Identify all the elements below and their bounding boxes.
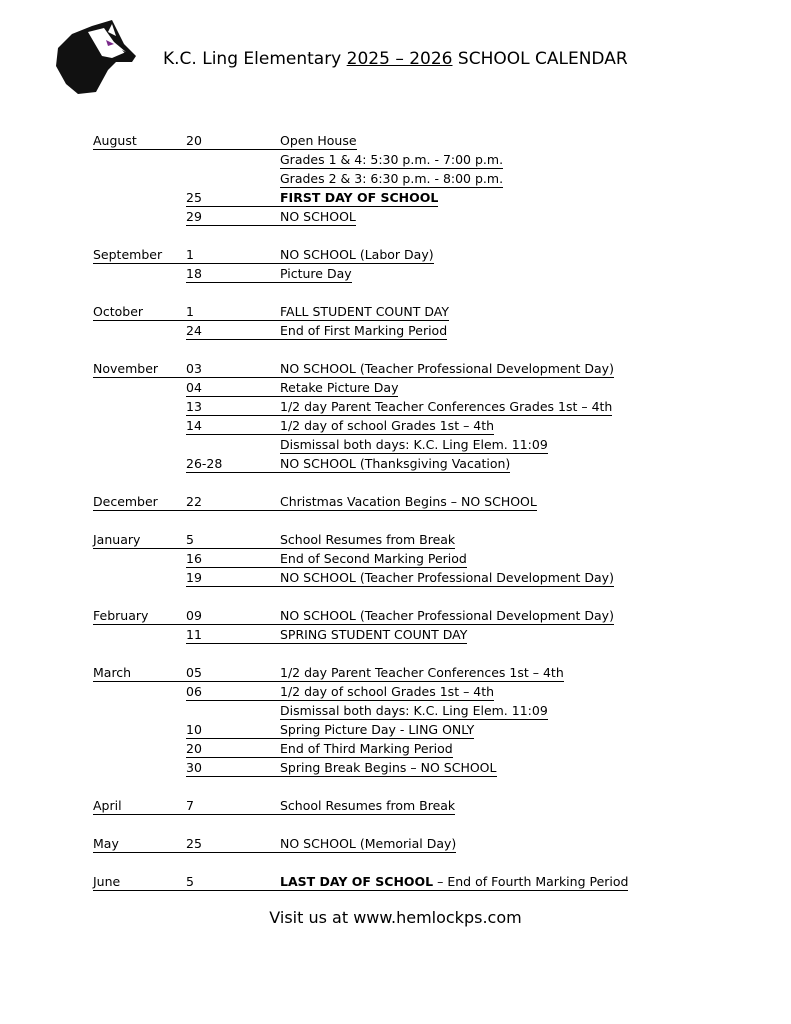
event-description: Grades 1 & 4: 5:30 p.m. - 7:00 p.m. bbox=[280, 152, 504, 167]
school-year: 2025 – 2026 bbox=[346, 49, 453, 69]
month-label: January bbox=[93, 531, 186, 549]
month-label: May bbox=[93, 835, 186, 853]
event-description: School Resumes from Break bbox=[280, 798, 456, 813]
date-label: 1 bbox=[186, 246, 280, 264]
event-description: Dismissal both days: K.C. Ling Elem. 11:09 bbox=[280, 437, 548, 452]
event-description: NO SCHOOL (Memorial Day) bbox=[280, 836, 457, 851]
calendar-row bbox=[93, 683, 743, 702]
date-label: 29 bbox=[186, 208, 280, 226]
event-description: FIRST DAY OF SCHOOL bbox=[280, 190, 439, 205]
calendar-row bbox=[93, 759, 743, 778]
event-text: – End of Fourth Marking Period bbox=[433, 874, 629, 889]
date-label: 09 bbox=[186, 607, 280, 625]
event-description: Open House bbox=[280, 133, 357, 148]
date-label: 5 bbox=[186, 531, 280, 549]
calendar-row bbox=[93, 721, 743, 740]
calendar-row bbox=[93, 797, 743, 816]
calendar-row bbox=[93, 379, 743, 398]
event-description: SPRING STUDENT COUNT DAY bbox=[280, 627, 468, 642]
date-label: 03 bbox=[186, 360, 280, 378]
spacer bbox=[93, 645, 743, 664]
event-description: Christmas Vacation Begins – NO SCHOOL bbox=[280, 494, 537, 509]
calendar-row bbox=[93, 493, 743, 512]
month-label: September bbox=[93, 246, 186, 264]
calendar-list bbox=[93, 132, 743, 892]
month-label: March bbox=[93, 664, 186, 682]
month-label: February bbox=[93, 607, 186, 625]
event-description: NO SCHOOL (Labor Day) bbox=[280, 247, 434, 262]
calendar-label: SCHOOL CALENDAR bbox=[457, 49, 628, 69]
event-description: 1/2 day Parent Teacher Conferences 1st – 4th bbox=[280, 665, 564, 680]
school-name: K.C. Ling Elementary bbox=[163, 49, 342, 69]
date-label: 25 bbox=[186, 189, 280, 207]
website-footer: Visit us at www.hemlockps.com bbox=[269, 908, 522, 927]
date-label: 26-28 bbox=[186, 455, 280, 473]
spacer bbox=[93, 341, 743, 360]
month-label: December bbox=[93, 493, 186, 511]
month-label: June bbox=[93, 873, 186, 891]
event-description bbox=[280, 873, 628, 891]
event-emphasis: LAST DAY OF SCHOOL bbox=[280, 874, 434, 889]
event-description: 1/2 day of school Grades 1st – 4th bbox=[280, 684, 495, 699]
husky-logo-icon bbox=[52, 18, 138, 94]
spacer bbox=[93, 588, 743, 607]
date-label: 06 bbox=[186, 683, 280, 701]
event-description: NO SCHOOL (Thanksgiving Vacation) bbox=[280, 456, 511, 471]
date-label: 20 bbox=[186, 132, 280, 150]
calendar-row bbox=[93, 170, 743, 189]
spacer bbox=[93, 512, 743, 531]
event-description: Spring Break Begins – NO SCHOOL bbox=[280, 760, 497, 775]
event-description: End of Second Marking Period bbox=[280, 551, 467, 566]
month-label: August bbox=[93, 132, 186, 150]
date-label: 24 bbox=[186, 322, 280, 340]
event-description: End of Third Marking Period bbox=[280, 741, 453, 756]
month-label: November bbox=[93, 360, 186, 378]
calendar-row bbox=[93, 303, 743, 322]
spacer bbox=[93, 816, 743, 835]
date-label: 22 bbox=[186, 493, 280, 511]
calendar-row bbox=[93, 246, 743, 265]
event-description: 1/2 day of school Grades 1st – 4th bbox=[280, 418, 495, 433]
calendar-row bbox=[93, 189, 743, 208]
event-description: End of First Marking Period bbox=[280, 323, 448, 338]
event-description: Dismissal both days: K.C. Ling Elem. 11:09 bbox=[280, 703, 548, 718]
event-description: NO SCHOOL (Teacher Professional Development Day) bbox=[280, 361, 614, 376]
date-label: 5 bbox=[186, 873, 280, 891]
spacer bbox=[93, 227, 743, 246]
calendar-row bbox=[93, 436, 743, 455]
date-label: 14 bbox=[186, 417, 280, 435]
calendar-row bbox=[93, 455, 743, 474]
date-label: 13 bbox=[186, 398, 280, 416]
date-label: 19 bbox=[186, 569, 280, 587]
calendar-row bbox=[93, 417, 743, 436]
date-label: 04 bbox=[186, 379, 280, 397]
calendar-row bbox=[93, 360, 743, 379]
spacer bbox=[93, 778, 743, 797]
month-label: April bbox=[93, 797, 186, 815]
date-label: 11 bbox=[186, 626, 280, 644]
date-label: 30 bbox=[186, 759, 280, 777]
event-description: NO SCHOOL bbox=[280, 209, 356, 224]
date-label: 20 bbox=[186, 740, 280, 758]
calendar-row bbox=[93, 151, 743, 170]
calendar-row bbox=[93, 569, 743, 588]
spacer bbox=[93, 284, 743, 303]
date-label: 18 bbox=[186, 265, 280, 283]
date-label: 25 bbox=[186, 835, 280, 853]
event-description: Retake Picture Day bbox=[280, 380, 399, 395]
date-label: 10 bbox=[186, 721, 280, 739]
event-description: FALL STUDENT COUNT DAY bbox=[280, 304, 449, 319]
spacer bbox=[93, 474, 743, 493]
calendar-row bbox=[93, 702, 743, 721]
date-label: 7 bbox=[186, 797, 280, 815]
calendar-row bbox=[93, 132, 743, 151]
calendar-row bbox=[93, 265, 743, 284]
page-title bbox=[163, 49, 628, 69]
calendar-row bbox=[93, 626, 743, 645]
calendar-row bbox=[93, 550, 743, 569]
calendar-row bbox=[93, 664, 743, 683]
calendar-row bbox=[93, 322, 743, 341]
spacer bbox=[93, 854, 743, 873]
calendar-row bbox=[93, 398, 743, 417]
date-label: 1 bbox=[186, 303, 280, 321]
month-label: October bbox=[93, 303, 186, 321]
event-description: 1/2 day Parent Teacher Conferences Grades 1st – 4th bbox=[280, 399, 613, 414]
event-description: Picture Day bbox=[280, 266, 352, 281]
calendar-row bbox=[93, 835, 743, 854]
calendar-row bbox=[93, 531, 743, 550]
event-description: NO SCHOOL (Teacher Professional Development Day) bbox=[280, 570, 614, 585]
event-description: Spring Picture Day - LING ONLY bbox=[280, 722, 475, 737]
date-label: 16 bbox=[186, 550, 280, 568]
calendar-row bbox=[93, 607, 743, 626]
calendar-row bbox=[93, 208, 743, 227]
calendar-row bbox=[93, 740, 743, 759]
event-description: NO SCHOOL (Teacher Professional Development Day) bbox=[280, 608, 614, 623]
calendar-row bbox=[93, 873, 743, 892]
date-label: 05 bbox=[186, 664, 280, 682]
event-description: School Resumes from Break bbox=[280, 532, 456, 547]
event-description: Grades 2 & 3: 6:30 p.m. - 8:00 p.m. bbox=[280, 171, 504, 186]
